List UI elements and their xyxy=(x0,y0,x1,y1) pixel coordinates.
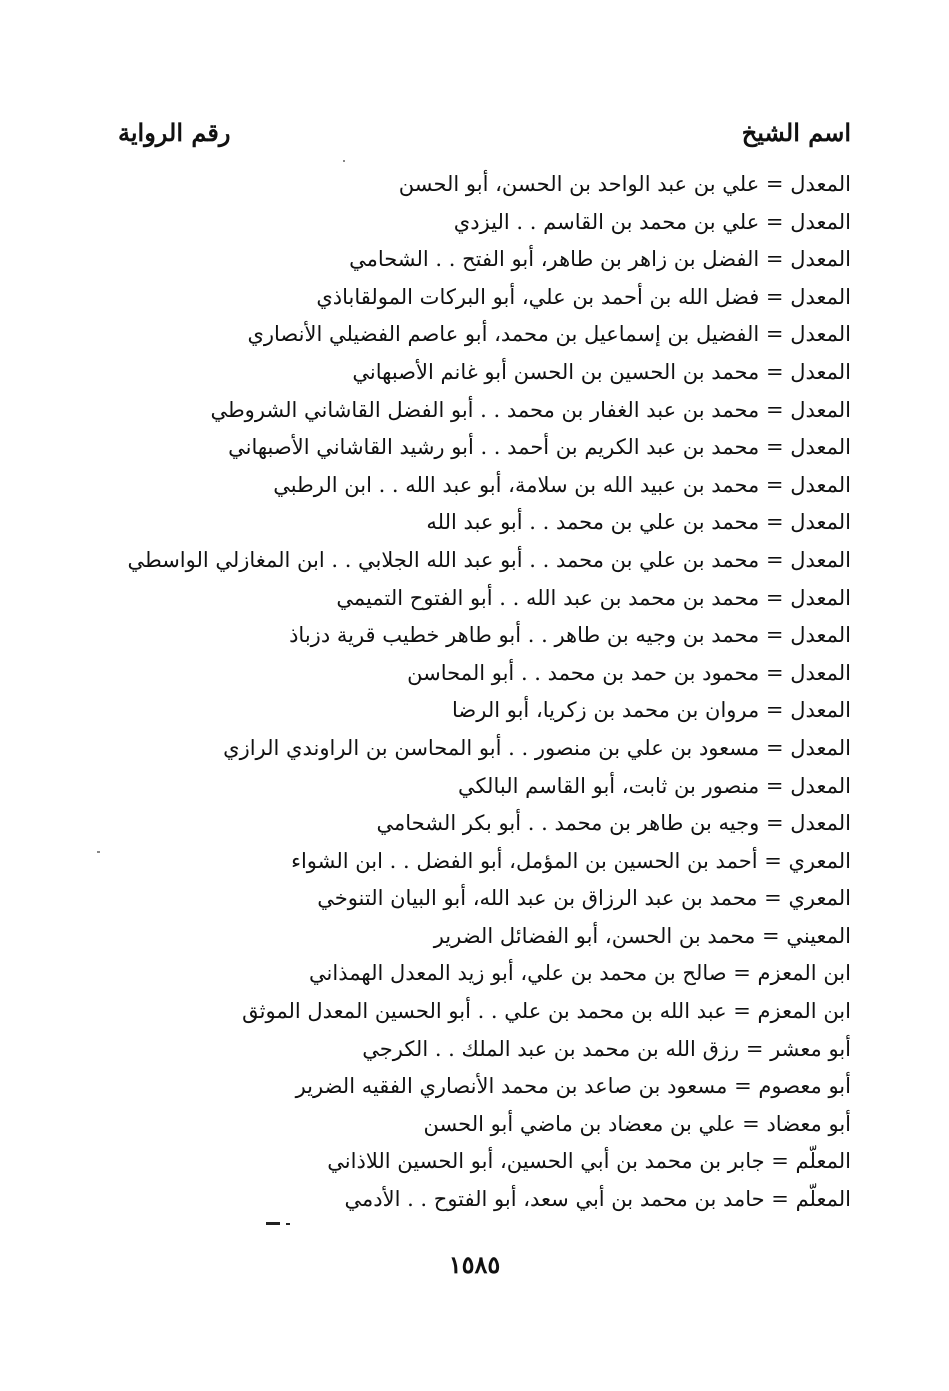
list-item: المعدل = الفضل بن زاهر بن طاهر، أبو الفتح . . الشحامي xyxy=(349,247,851,272)
list-item: أبو معشر = رزق الله بن محمد بن عبد الملك . . الكرجي xyxy=(362,1036,851,1061)
list-item: المعدل = فضل الله بن أحمد بن علي، أبو البركات المولقاباذي xyxy=(316,284,851,309)
sheikh-name-heading: اسم الشيخ xyxy=(741,117,851,147)
list-item: المعدل = محمد بن الحسين بن الحسن أبو غانم الأصبهاني xyxy=(352,359,851,384)
list-item: المعدل = محمد بن عبيد الله بن سلامة، أبو عبد الله . . ابن الرطبي xyxy=(273,472,851,497)
list-item: المعدل = منصور بن ثابت، أبو القاسم البالكي xyxy=(457,773,851,798)
page-number: ١٥٨٥ xyxy=(448,1250,501,1279)
scan-speck xyxy=(343,160,345,162)
list-item: المعدل = محمد بن عبد الكريم بن أحمد . . أبو رشيد القاشاني الأصبهاني xyxy=(228,435,851,460)
list-item: ابن المعزم = صالح بن محمد بن علي، أبو زيد المعدل الهمذاني xyxy=(309,961,851,986)
list-item: المعدل = علي بن عبد الواحد بن الحسن، أبو الحسن xyxy=(398,172,851,196)
list-item: المعدل = محمد بن عبد الغفار بن محمد . . أبو الفضل القاشاني الشروطي xyxy=(210,397,851,422)
list-item: المعدل = مسعود بن علي بن منصور . . أبو المحاسن بن الراوندي الرازي xyxy=(223,735,851,760)
list-item: أبو معصوم = مسعود بن صاعد بن محمد الأنصاري الفقيه الضرير xyxy=(295,1074,851,1099)
scan-speck xyxy=(97,851,100,853)
list-item: المعدل = وجيه بن طاهر بن محمد . . أبو بكر الشحامي xyxy=(376,811,851,836)
list-item: المعدل = علي بن محمد بن القاسم . . اليزدي xyxy=(453,209,851,234)
list-item: المعيني = محمد بن الحسن، أبو الفضائل الضرير xyxy=(433,923,851,948)
entries-list xyxy=(121,166,851,1219)
list-item: المعدل = مروان بن محمد بن زكريا، أبو الرضا xyxy=(452,698,851,723)
narration-number-heading: رقم الرواية xyxy=(118,117,231,147)
list-item: المعري = أحمد بن الحسين بن المؤمل، أبو الفضل . . ابن الشواء xyxy=(291,848,851,873)
list-item: المعدل = محمد بن علي بن محمد . . أبو عبد الله xyxy=(426,510,851,535)
list-item: المعدل = محمد بن وجيه بن طاهر . . أبو طاهر خطيب قرية دزباذ xyxy=(289,623,851,648)
scan-speck xyxy=(286,1223,290,1225)
list-item: المعدل = محمود بن حمد بن محمد . . أبو المحاسن xyxy=(407,660,851,685)
list-item: المعدل = الفضيل بن إسماعيل بن محمد، أبو عاصم الفضيلي الأنصاري xyxy=(247,322,851,347)
list-item: المعلّم = حامد بن محمد بن أبي سعد، أبو الفتوح . . الأدمي xyxy=(344,1187,851,1212)
list-item: المعري = محمد بن عبد الرزاق بن عبد الله، أبو البيان التنوخي xyxy=(317,886,851,911)
list-item: المعلّم = جابر بن محمد بن أبي الحسين، أبو الحسين اللاذاني xyxy=(327,1149,851,1174)
scan-speck xyxy=(266,1222,280,1225)
column-header xyxy=(118,112,851,152)
list-item: المعدل = محمد بن محمد بن عبد الله . . أبو الفتوح التميمي xyxy=(336,585,851,610)
list-item: ابن المعزم = عبد الله بن محمد بن علي . . أبو الحسين المعدل الموثق xyxy=(242,999,851,1024)
list-item: المعدل = محمد بن علي بن محمد . . أبو عبد الله الجلابي . . ابن المغازلي الواسطي xyxy=(127,547,851,572)
list-item: أبو معضاد = علي بن معضاد بن ماضي أبو الحسن xyxy=(423,1111,851,1136)
